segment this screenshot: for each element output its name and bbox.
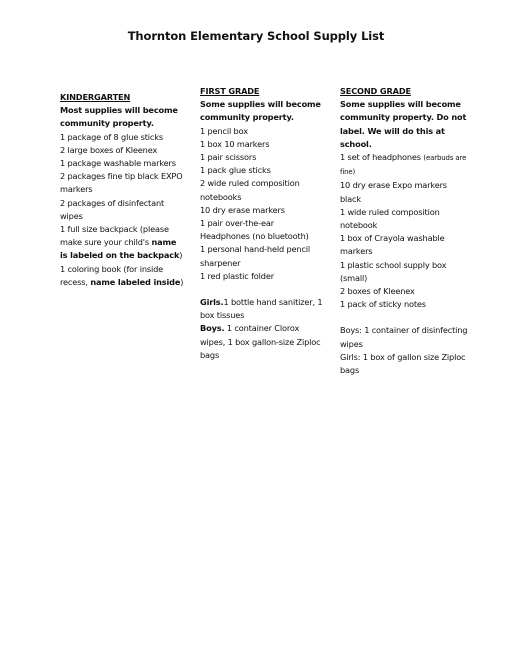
coloring-text: 1 coloring book (for inside recess, xyxy=(60,263,164,287)
spacer xyxy=(340,311,470,324)
coloring-name-note: name labeled inside xyxy=(90,276,181,287)
list-item: 2 packages of disinfectant wipes xyxy=(60,197,165,221)
boys-label: Boys. xyxy=(200,323,225,334)
list-item: 2 large boxes of Kleenex xyxy=(60,144,158,155)
list-item: 1 personal hand-held pencil sharpener xyxy=(200,244,311,268)
girls-supplies: Girls: 1 box of gallon size Ziploc bags xyxy=(340,351,466,376)
list-item: 1 pencil box xyxy=(200,125,248,136)
coloring-close: ) xyxy=(180,276,184,287)
list-item: 1 wide ruled composition notebook xyxy=(340,206,440,231)
list-item: 1 pair over-the-ear Headphones (no bluetooth) xyxy=(200,218,309,242)
list-item: 2 boxes of Kleenex xyxy=(340,286,415,297)
boys-supplies: Boys: 1 container of disinfecting wipes xyxy=(340,325,468,349)
backpack-close: ) xyxy=(179,250,183,261)
list-item-backpack xyxy=(60,223,185,263)
list-item: 1 pack of sticky notes xyxy=(340,299,426,310)
page-title: Thornton Elementary School Supply List xyxy=(127,29,385,43)
first-grade-heading: FIRST GRADE xyxy=(200,86,260,96)
first-grade-column xyxy=(200,85,325,362)
list-item: 2 packages fine tip black EXPO markers xyxy=(60,171,183,195)
list-item: 1 plastic school supply box (small) xyxy=(340,259,447,283)
list-item: 1 box of Crayola washable markers xyxy=(340,233,445,257)
kindergarten-heading: KINDERGARTEN xyxy=(60,92,131,102)
list-item: 1 package of 8 glue sticks xyxy=(60,131,163,142)
girls-supplies xyxy=(200,296,325,322)
backpack-text: 1 full size backpack (please make sure your child's xyxy=(60,224,169,248)
kindergarten-column xyxy=(60,91,185,289)
second-grade-heading: SECOND GRADE xyxy=(340,86,411,96)
list-item: 1 package washable markers xyxy=(60,158,176,169)
second-grade-column xyxy=(340,85,470,377)
girls-text: 1 bottle hand sanitizer, 1 box tissues xyxy=(200,297,323,321)
spacer xyxy=(200,283,325,296)
list-item: 1 pair scissors xyxy=(200,152,257,163)
list-item-coloring-book xyxy=(60,263,185,289)
kindergarten-note: Most supplies will become community property. xyxy=(60,105,178,129)
girls-label: Girls. xyxy=(200,297,224,308)
headphones-text: 1 set of headphones xyxy=(340,152,424,163)
first-grade-note: Some supplies will become community property. xyxy=(200,99,321,123)
backpack-name-note: name is labeled on the backpack xyxy=(60,237,180,261)
list-item: 10 dry erase Expo markers black xyxy=(340,180,447,204)
list-item: 2 wide ruled composition notebooks xyxy=(200,178,300,202)
boys-supplies xyxy=(200,322,325,362)
list-item: 1 box 10 markers xyxy=(200,138,270,149)
list-item-headphones xyxy=(340,151,470,179)
second-grade-note: Some supplies will become community property. Do not label. We will do this at school. xyxy=(340,99,467,149)
list-item: 10 dry erase markers xyxy=(200,204,285,215)
list-item: 1 pack glue sticks xyxy=(200,165,271,176)
boys-text: 1 container Clorox wipes, 1 box gallon-size Ziploc bags xyxy=(200,323,321,360)
headphones-note: (earbuds are fine) xyxy=(340,154,467,177)
list-item: 1 red plastic folder xyxy=(200,270,274,281)
